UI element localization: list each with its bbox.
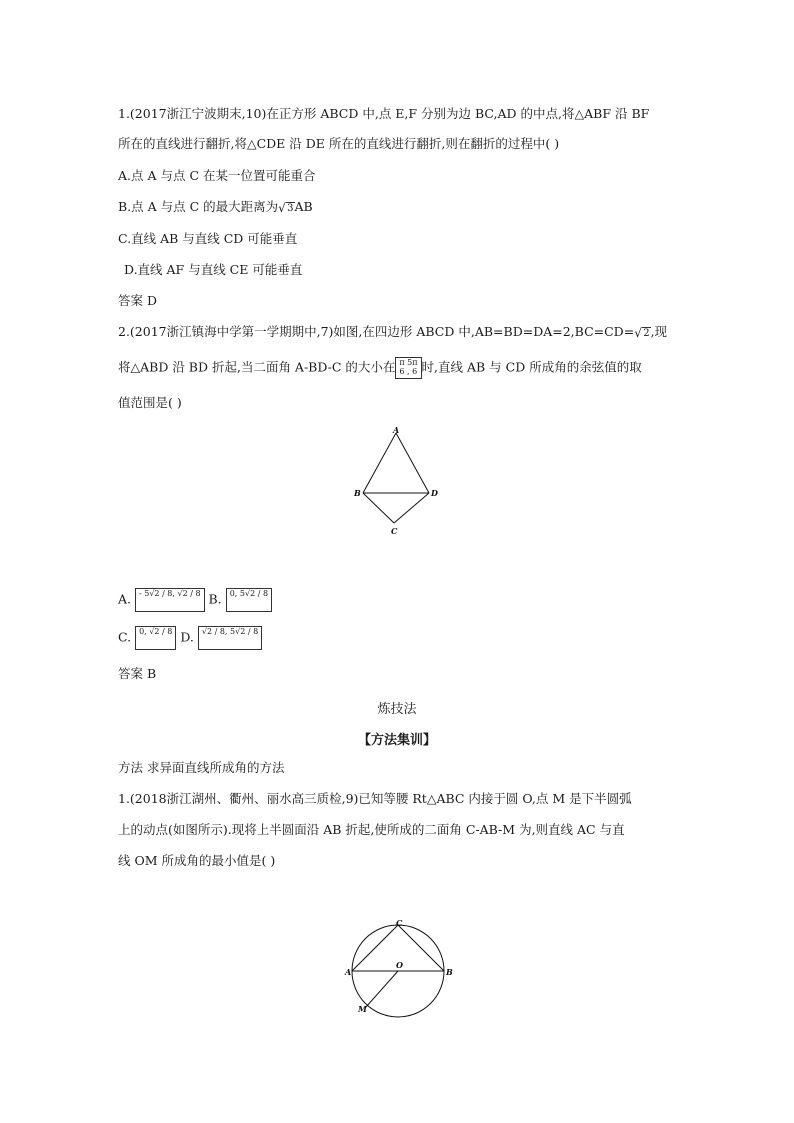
q3-circle-figure [340,918,460,1018]
vertex-label-a: A [393,425,400,435]
q1-option-b-text: B.点 A 与点 C 的最大距离为 [118,199,279,214]
point-label-b: B [446,967,453,977]
point-label-a: A [345,967,352,977]
q3-stem-line2: 上的动点(如图所示).现将上半圆面沿 AB 折起,使所成的二面角 C-AB-M 为,则直线 AC 与直 [118,822,625,837]
point-label-c: C [396,918,403,928]
q3-stem-line1: 1.(2018浙江湖州、衢州、丽水高三质检,9)已知等腰 Rt△ABC 内接于圆 O,点 M 是下半圆弧 [118,791,632,806]
q2-answer: 答案 B [118,666,157,681]
option-a-interval: - 5√2 / 8, √2 / 8 [135,588,205,612]
q1-option-d: D.直线 AF 与直线 CE 可能垂直 [124,262,303,277]
q1-option-a: A.点 A 与点 C 在某一位置可能重合 [118,168,316,183]
q1-stem-line1: 1.(2017浙江宁波期末,10)在正方形 ABCD 中,点 E,F 分别为边 BC,AD 的中点,将△ABF 沿 BF [118,106,650,121]
sqrt-symbol: √ 3 [278,201,294,217]
sqrt-symbol: √ 2 [634,326,650,342]
vertex-label-d: D [431,488,438,498]
q2-options-row2: C. 0, √2 / 8 D. √2 / 8, 5√2 / 8 [118,626,262,650]
option-c-interval: 0, √2 / 8 [135,626,176,650]
q3-stem-line3: 线 OM 所成角的最小值是( ) [118,853,276,868]
angle-interval: π 5π 6 , 6 [395,357,421,379]
q1-answer: 答案 D [118,293,157,308]
q2-stem-line2: 将△ABD 沿 BD 折起,当二面角 A-BD-C 的大小在 π 5π 6 , 6 时,直线 AB 与 CD 所成角的余弦值的取 [118,357,642,379]
q2-quadrilateral-figure [350,425,440,537]
q2-stem-line3: 值范围是( ) [118,395,182,410]
option-d-interval: √2 / 8, 5√2 / 8 [198,626,262,650]
point-label-o: O [396,960,403,970]
q1-option-c: C.直线 AB 与直线 CD 可能垂直 [118,231,298,246]
option-b-interval: 0, 5√2 / 8 [226,588,272,612]
q2-options-row1: A. - 5√2 / 8, √2 / 8 B. 0, 5√2 / 8 [118,588,272,612]
point-label-m: M [358,1004,367,1014]
method-heading: 方法 求异面直线所成角的方法 [118,760,285,775]
vertex-label-c: C [391,526,398,536]
q1-stem-line2: 所在的直线进行翻折,将△CDE 沿 DE 所在的直线进行翻折,则在翻折的过程中( ) [118,136,560,151]
vertex-label-b: B [354,488,361,498]
q2-stem-line1: 2.(2017浙江镇海中学第一学期期中,7)如图,在四边形 ABCD 中,AB=BD=DA=2,BC=CD=√ 2,现 [118,324,667,342]
section-subtitle: 【方法集训】 [357,733,436,748]
section-title: 炼技法 [377,702,417,717]
q1-option-b: B.点 A 与点 C 的最大距离为√ 3AB [118,199,313,217]
